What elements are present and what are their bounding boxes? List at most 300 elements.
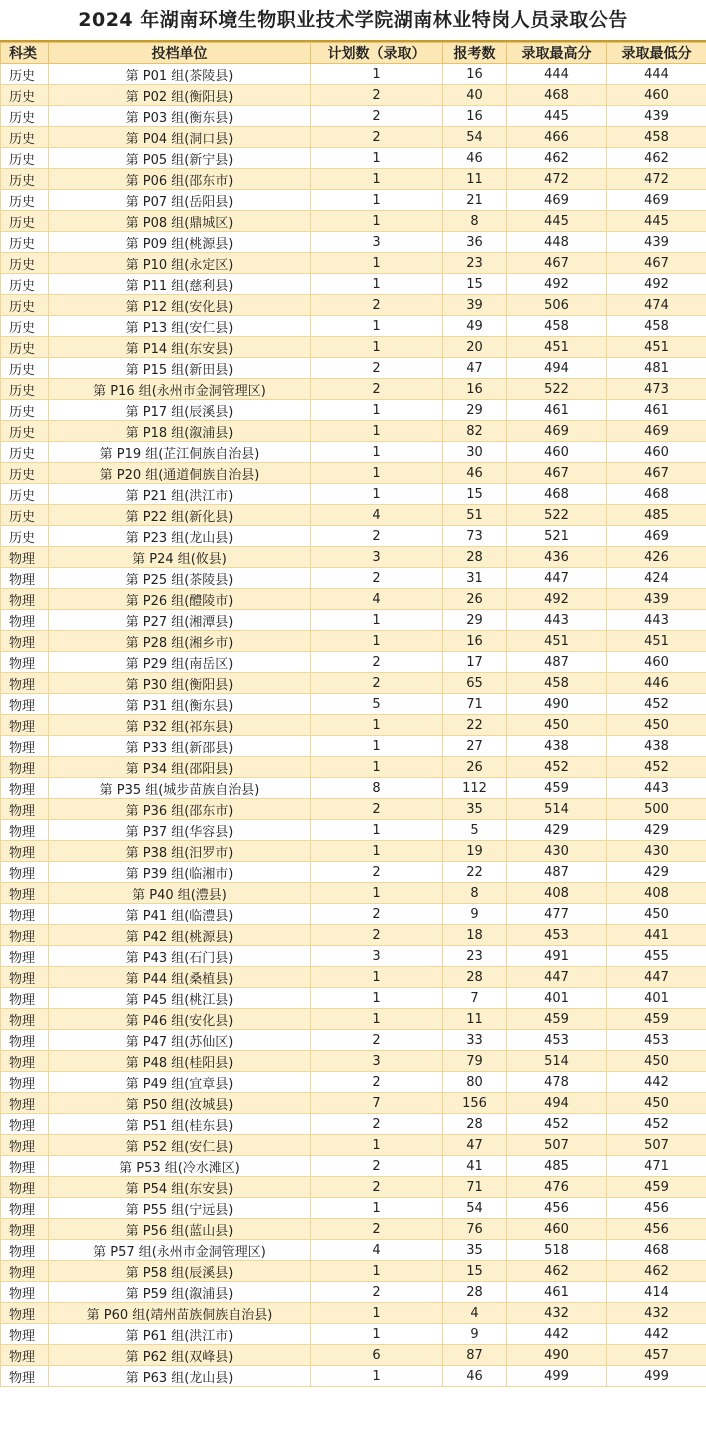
cell-unit: 第 P53 组(冷水滩区)	[49, 1156, 311, 1177]
cell-unit: 第 P30 组(衡阳县)	[49, 673, 311, 694]
cell-plan: 3	[311, 946, 443, 967]
cell-min-score: 467	[607, 463, 706, 484]
cell-min-score: 430	[607, 841, 706, 862]
cell-min-score: 414	[607, 1282, 706, 1303]
cell-plan: 1	[311, 715, 443, 736]
table-row	[1, 232, 706, 253]
table-row	[1, 358, 706, 379]
cell-applicants: 9	[443, 1324, 507, 1345]
cell-applicants: 23	[443, 253, 507, 274]
cell-subject: 物理	[1, 925, 49, 946]
cell-plan: 2	[311, 799, 443, 820]
cell-subject: 物理	[1, 1324, 49, 1345]
cell-subject: 物理	[1, 631, 49, 652]
cell-unit: 第 P02 组(衡阳县)	[49, 85, 311, 106]
cell-subject: 物理	[1, 862, 49, 883]
cell-min-score: 451	[607, 631, 706, 652]
cell-min-score: 408	[607, 883, 706, 904]
cell-plan: 1	[311, 820, 443, 841]
table-row	[1, 715, 706, 736]
cell-applicants: 40	[443, 85, 507, 106]
cell-min-score: 457	[607, 1345, 706, 1366]
cell-unit: 第 P36 组(邵东市)	[49, 799, 311, 820]
cell-max-score: 490	[507, 1345, 607, 1366]
cell-plan: 1	[311, 1366, 443, 1387]
table-row	[1, 841, 706, 862]
cell-applicants: 4	[443, 1303, 507, 1324]
cell-max-score: 460	[507, 442, 607, 463]
cell-applicants: 11	[443, 169, 507, 190]
cell-min-score: 439	[607, 106, 706, 127]
cell-unit: 第 P31 组(衡东县)	[49, 694, 311, 715]
cell-plan: 2	[311, 652, 443, 673]
table-row	[1, 400, 706, 421]
cell-applicants: 49	[443, 316, 507, 337]
table-row	[1, 1177, 706, 1198]
cell-subject: 历史	[1, 505, 49, 526]
cell-plan: 1	[311, 1198, 443, 1219]
cell-min-score: 460	[607, 652, 706, 673]
cell-plan: 2	[311, 568, 443, 589]
cell-max-score: 492	[507, 589, 607, 610]
cell-applicants: 11	[443, 1009, 507, 1030]
cell-max-score: 451	[507, 337, 607, 358]
cell-applicants: 54	[443, 127, 507, 148]
cell-unit: 第 P22 组(新化县)	[49, 505, 311, 526]
cell-subject: 物理	[1, 736, 49, 757]
cell-applicants: 30	[443, 442, 507, 463]
cell-min-score: 460	[607, 85, 706, 106]
cell-min-score: 469	[607, 526, 706, 547]
cell-min-score: 443	[607, 610, 706, 631]
page-title: 2024 年湖南环境生物职业技术学院湖南林业特岗人员录取公告	[0, 0, 706, 42]
cell-max-score: 452	[507, 1114, 607, 1135]
cell-plan: 1	[311, 337, 443, 358]
cell-max-score: 456	[507, 1198, 607, 1219]
cell-max-score: 467	[507, 463, 607, 484]
cell-applicants: 21	[443, 190, 507, 211]
cell-max-score: 492	[507, 274, 607, 295]
cell-plan: 1	[311, 484, 443, 505]
cell-plan: 3	[311, 1051, 443, 1072]
cell-applicants: 41	[443, 1156, 507, 1177]
cell-subject: 历史	[1, 85, 49, 106]
cell-max-score: 490	[507, 694, 607, 715]
cell-subject: 物理	[1, 946, 49, 967]
cell-min-score: 439	[607, 232, 706, 253]
cell-min-score: 492	[607, 274, 706, 295]
cell-max-score: 487	[507, 652, 607, 673]
cell-plan: 2	[311, 127, 443, 148]
cell-min-score: 442	[607, 1072, 706, 1093]
cell-max-score: 491	[507, 946, 607, 967]
cell-plan: 1	[311, 1324, 443, 1345]
cell-unit: 第 P43 组(石门县)	[49, 946, 311, 967]
cell-min-score: 429	[607, 862, 706, 883]
cell-plan: 1	[311, 1135, 443, 1156]
cell-plan: 2	[311, 1072, 443, 1093]
cell-applicants: 16	[443, 106, 507, 127]
cell-subject: 历史	[1, 358, 49, 379]
table-row	[1, 1009, 706, 1030]
cell-max-score: 458	[507, 673, 607, 694]
cell-min-score: 429	[607, 820, 706, 841]
cell-applicants: 79	[443, 1051, 507, 1072]
cell-applicants: 46	[443, 1366, 507, 1387]
cell-max-score: 447	[507, 967, 607, 988]
cell-min-score: 458	[607, 127, 706, 148]
cell-max-score: 514	[507, 799, 607, 820]
cell-min-score: 469	[607, 190, 706, 211]
header-min-score: 录取最低分	[607, 43, 706, 64]
cell-min-score: 451	[607, 337, 706, 358]
cell-applicants: 112	[443, 778, 507, 799]
table-row	[1, 1261, 706, 1282]
cell-min-score: 450	[607, 1051, 706, 1072]
cell-subject: 物理	[1, 694, 49, 715]
cell-min-score: 442	[607, 1324, 706, 1345]
table-row	[1, 988, 706, 1009]
cell-applicants: 33	[443, 1030, 507, 1051]
cell-subject: 历史	[1, 337, 49, 358]
cell-unit: 第 P51 组(桂东县)	[49, 1114, 311, 1135]
cell-max-score: 458	[507, 316, 607, 337]
cell-applicants: 35	[443, 1240, 507, 1261]
cell-subject: 历史	[1, 64, 49, 85]
cell-plan: 2	[311, 1177, 443, 1198]
table-row	[1, 211, 706, 232]
cell-max-score: 499	[507, 1366, 607, 1387]
cell-min-score: 424	[607, 568, 706, 589]
cell-max-score: 452	[507, 757, 607, 778]
table-row	[1, 1072, 706, 1093]
cell-max-score: 453	[507, 1030, 607, 1051]
cell-min-score: 459	[607, 1009, 706, 1030]
header-plan: 计划数（录取）	[311, 43, 443, 64]
table-row	[1, 253, 706, 274]
cell-applicants: 47	[443, 1135, 507, 1156]
cell-plan: 2	[311, 1156, 443, 1177]
cell-min-score: 468	[607, 1240, 706, 1261]
cell-plan: 1	[311, 883, 443, 904]
cell-applicants: 28	[443, 1114, 507, 1135]
cell-min-score: 432	[607, 1303, 706, 1324]
cell-unit: 第 P26 组(醴陵市)	[49, 589, 311, 610]
cell-max-score: 478	[507, 1072, 607, 1093]
cell-min-score: 401	[607, 988, 706, 1009]
cell-subject: 历史	[1, 106, 49, 127]
cell-max-score: 469	[507, 421, 607, 442]
cell-max-score: 459	[507, 778, 607, 799]
cell-min-score: 499	[607, 1366, 706, 1387]
cell-max-score: 476	[507, 1177, 607, 1198]
table-row	[1, 337, 706, 358]
cell-max-score: 472	[507, 169, 607, 190]
cell-unit: 第 P59 组(溆浦县)	[49, 1282, 311, 1303]
cell-plan: 2	[311, 379, 443, 400]
cell-applicants: 28	[443, 1282, 507, 1303]
cell-unit: 第 P35 组(城步苗族自治县)	[49, 778, 311, 799]
cell-plan: 2	[311, 1282, 443, 1303]
cell-min-score: 447	[607, 967, 706, 988]
cell-plan: 3	[311, 547, 443, 568]
cell-unit: 第 P20 组(通道侗族自治县)	[49, 463, 311, 484]
table-row	[1, 1135, 706, 1156]
cell-unit: 第 P24 组(攸县)	[49, 547, 311, 568]
cell-applicants: 71	[443, 1177, 507, 1198]
cell-subject: 物理	[1, 1261, 49, 1282]
cell-max-score: 445	[507, 106, 607, 127]
cell-applicants: 156	[443, 1093, 507, 1114]
cell-plan: 2	[311, 925, 443, 946]
cell-unit: 第 P60 组(靖州苗族侗族自治县)	[49, 1303, 311, 1324]
cell-applicants: 46	[443, 148, 507, 169]
cell-unit: 第 P48 组(桂阳县)	[49, 1051, 311, 1072]
table-row	[1, 610, 706, 631]
cell-unit: 第 P56 组(蓝山县)	[49, 1219, 311, 1240]
cell-unit: 第 P11 组(慈利县)	[49, 274, 311, 295]
cell-unit: 第 P01 组(茶陵县)	[49, 64, 311, 85]
cell-subject: 物理	[1, 610, 49, 631]
cell-subject: 物理	[1, 904, 49, 925]
cell-subject: 历史	[1, 295, 49, 316]
cell-plan: 1	[311, 421, 443, 442]
cell-applicants: 16	[443, 631, 507, 652]
cell-applicants: 35	[443, 799, 507, 820]
cell-applicants: 16	[443, 64, 507, 85]
table-row	[1, 631, 706, 652]
cell-unit: 第 P03 组(衡东县)	[49, 106, 311, 127]
table-row	[1, 484, 706, 505]
cell-max-score: 451	[507, 631, 607, 652]
cell-subject: 历史	[1, 211, 49, 232]
cell-applicants: 18	[443, 925, 507, 946]
cell-unit: 第 P21 组(洪江市)	[49, 484, 311, 505]
table-row	[1, 673, 706, 694]
cell-unit: 第 P33 组(新邵县)	[49, 736, 311, 757]
cell-max-score: 445	[507, 211, 607, 232]
cell-max-score: 466	[507, 127, 607, 148]
admission-table	[0, 42, 706, 1387]
cell-subject: 物理	[1, 1366, 49, 1387]
cell-max-score: 436	[507, 547, 607, 568]
cell-unit: 第 P08 组(鼎城区)	[49, 211, 311, 232]
cell-plan: 1	[311, 400, 443, 421]
cell-applicants: 22	[443, 715, 507, 736]
cell-applicants: 29	[443, 400, 507, 421]
cell-min-score: 468	[607, 484, 706, 505]
cell-subject: 历史	[1, 484, 49, 505]
cell-min-score: 507	[607, 1135, 706, 1156]
cell-subject: 物理	[1, 820, 49, 841]
cell-min-score: 452	[607, 757, 706, 778]
cell-unit: 第 P16 组(永州市金洞管理区)	[49, 379, 311, 400]
cell-min-score: 426	[607, 547, 706, 568]
cell-subject: 物理	[1, 1219, 49, 1240]
cell-applicants: 76	[443, 1219, 507, 1240]
cell-min-score: 443	[607, 778, 706, 799]
cell-max-score: 477	[507, 904, 607, 925]
cell-plan: 1	[311, 190, 443, 211]
cell-subject: 物理	[1, 1093, 49, 1114]
cell-applicants: 47	[443, 358, 507, 379]
cell-plan: 1	[311, 1009, 443, 1030]
cell-plan: 1	[311, 253, 443, 274]
cell-plan: 1	[311, 967, 443, 988]
cell-min-score: 473	[607, 379, 706, 400]
table-row	[1, 568, 706, 589]
cell-max-score: 461	[507, 1282, 607, 1303]
cell-max-score: 494	[507, 358, 607, 379]
cell-plan: 1	[311, 442, 443, 463]
cell-applicants: 82	[443, 421, 507, 442]
cell-subject: 物理	[1, 652, 49, 673]
cell-min-score: 460	[607, 442, 706, 463]
table-row	[1, 106, 706, 127]
table-row	[1, 148, 706, 169]
cell-min-score: 459	[607, 1177, 706, 1198]
table-row	[1, 526, 706, 547]
cell-max-score: 522	[507, 505, 607, 526]
table-row	[1, 883, 706, 904]
cell-subject: 物理	[1, 1198, 49, 1219]
cell-unit: 第 P57 组(永州市金洞管理区)	[49, 1240, 311, 1261]
cell-unit: 第 P40 组(澧县)	[49, 883, 311, 904]
cell-unit: 第 P47 组(苏仙区)	[49, 1030, 311, 1051]
cell-subject: 物理	[1, 883, 49, 904]
cell-max-score: 408	[507, 883, 607, 904]
cell-applicants: 29	[443, 610, 507, 631]
cell-applicants: 36	[443, 232, 507, 253]
cell-subject: 物理	[1, 967, 49, 988]
header-applicants: 报考数	[443, 43, 507, 64]
cell-unit: 第 P15 组(新田县)	[49, 358, 311, 379]
cell-min-score: 445	[607, 211, 706, 232]
table-row	[1, 1240, 706, 1261]
cell-plan: 1	[311, 463, 443, 484]
cell-applicants: 46	[443, 463, 507, 484]
cell-unit: 第 P05 组(新宁县)	[49, 148, 311, 169]
cell-applicants: 17	[443, 652, 507, 673]
cell-max-score: 442	[507, 1324, 607, 1345]
cell-min-score: 458	[607, 316, 706, 337]
cell-max-score: 432	[507, 1303, 607, 1324]
table-row	[1, 1345, 706, 1366]
cell-plan: 5	[311, 694, 443, 715]
cell-unit: 第 P63 组(龙山县)	[49, 1366, 311, 1387]
cell-plan: 1	[311, 1303, 443, 1324]
cell-unit: 第 P38 组(汨罗市)	[49, 841, 311, 862]
cell-min-score: 467	[607, 253, 706, 274]
cell-max-score: 450	[507, 715, 607, 736]
cell-subject: 历史	[1, 400, 49, 421]
cell-applicants: 16	[443, 379, 507, 400]
table-row	[1, 862, 706, 883]
cell-unit: 第 P29 组(南岳区)	[49, 652, 311, 673]
table-row	[1, 694, 706, 715]
cell-min-score: 453	[607, 1030, 706, 1051]
cell-subject: 物理	[1, 1114, 49, 1135]
cell-applicants: 7	[443, 988, 507, 1009]
cell-subject: 物理	[1, 1030, 49, 1051]
cell-subject: 物理	[1, 547, 49, 568]
cell-plan: 2	[311, 526, 443, 547]
cell-max-score: 469	[507, 190, 607, 211]
cell-subject: 历史	[1, 379, 49, 400]
cell-applicants: 73	[443, 526, 507, 547]
cell-subject: 历史	[1, 169, 49, 190]
cell-applicants: 39	[443, 295, 507, 316]
cell-subject: 物理	[1, 715, 49, 736]
cell-plan: 2	[311, 862, 443, 883]
table-row	[1, 169, 706, 190]
cell-subject: 历史	[1, 274, 49, 295]
cell-plan: 2	[311, 904, 443, 925]
cell-subject: 物理	[1, 673, 49, 694]
cell-applicants: 80	[443, 1072, 507, 1093]
cell-plan: 1	[311, 316, 443, 337]
cell-subject: 历史	[1, 421, 49, 442]
table-row	[1, 127, 706, 148]
cell-plan: 1	[311, 64, 443, 85]
cell-max-score: 518	[507, 1240, 607, 1261]
cell-unit: 第 P39 组(临湘市)	[49, 862, 311, 883]
cell-unit: 第 P44 组(桑植县)	[49, 967, 311, 988]
table-row	[1, 1030, 706, 1051]
cell-subject: 物理	[1, 568, 49, 589]
table-row	[1, 1324, 706, 1345]
cell-max-score: 459	[507, 1009, 607, 1030]
cell-applicants: 65	[443, 673, 507, 694]
cell-unit: 第 P55 组(宁远县)	[49, 1198, 311, 1219]
cell-plan: 1	[311, 610, 443, 631]
cell-min-score: 485	[607, 505, 706, 526]
cell-max-score: 438	[507, 736, 607, 757]
table-row	[1, 1114, 706, 1135]
cell-max-score: 494	[507, 1093, 607, 1114]
cell-subject: 物理	[1, 1282, 49, 1303]
cell-unit: 第 P23 组(龙山县)	[49, 526, 311, 547]
cell-max-score: 430	[507, 841, 607, 862]
cell-min-score: 444	[607, 64, 706, 85]
table-row	[1, 316, 706, 337]
cell-plan: 2	[311, 1219, 443, 1240]
table-row	[1, 295, 706, 316]
cell-applicants: 28	[443, 547, 507, 568]
cell-unit: 第 P06 组(邵东市)	[49, 169, 311, 190]
table-row	[1, 64, 706, 85]
cell-min-score: 462	[607, 148, 706, 169]
cell-applicants: 26	[443, 589, 507, 610]
cell-subject: 物理	[1, 589, 49, 610]
cell-unit: 第 P58 组(辰溪县)	[49, 1261, 311, 1282]
cell-subject: 物理	[1, 841, 49, 862]
cell-applicants: 15	[443, 1261, 507, 1282]
table-row	[1, 442, 706, 463]
cell-subject: 物理	[1, 988, 49, 1009]
cell-applicants: 31	[443, 568, 507, 589]
table-row	[1, 820, 706, 841]
table-row	[1, 1156, 706, 1177]
cell-subject: 历史	[1, 253, 49, 274]
cell-max-score: 401	[507, 988, 607, 1009]
cell-unit: 第 P09 组(桃源县)	[49, 232, 311, 253]
cell-max-score: 447	[507, 568, 607, 589]
header-unit: 投档单位	[49, 43, 311, 64]
cell-min-score: 455	[607, 946, 706, 967]
table-row	[1, 778, 706, 799]
cell-min-score: 438	[607, 736, 706, 757]
